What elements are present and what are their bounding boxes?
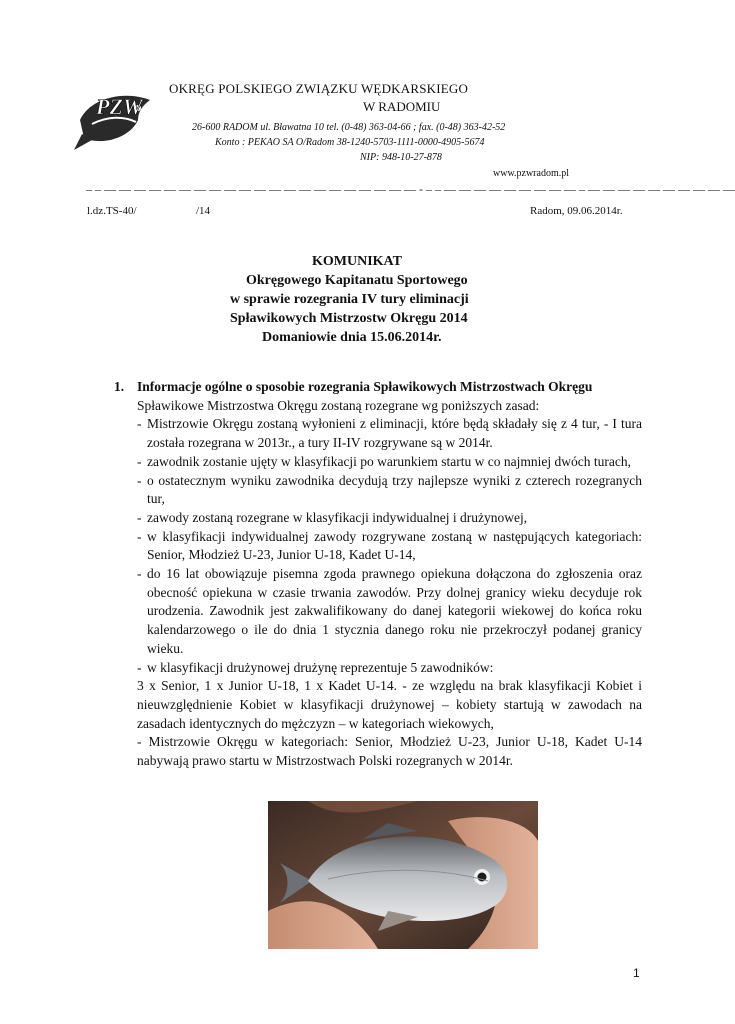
fish-photo bbox=[268, 801, 538, 949]
list-item: - do 16 lat obowiązuje pisemna zgoda prawnego opiekuna dołączona do zgłoszenia oraz obecność opiekuna w czasie trwania zawodów. Przy dolnej granicy wieku decyduje rok urodzenia. Zawodnik jest zakwalifikowany do danej kategorii wiekowej do końca roku kalendarzowego o ile do dnia 1 stycznia danego roku nie przekroczył podanej granicy wieku. bbox=[137, 566, 642, 656]
logo-text: PZW bbox=[96, 94, 143, 119]
document-date: Radom, 09.06.2014r. bbox=[530, 205, 623, 217]
org-address: 26-600 RADOM ul. Bławatna 10 tel. (0-48) 363-04-66 ; fax. (0-48) 363-42-52 bbox=[192, 122, 506, 133]
list-item: - w klasyfikacji drużynowej drużynę reprezentuje 5 zawodników: bbox=[137, 659, 494, 675]
section-intro: Spławikowe Mistrzostwa Okręgu zostaną rozegrane wg poniższych zasad: bbox=[137, 397, 540, 413]
title-line3: w sprawie rozegrania IV tury eliminacji bbox=[230, 292, 469, 307]
org-name-line2: W RADOMIU bbox=[363, 99, 441, 114]
reference-number: l.dz.TS-40/ bbox=[87, 205, 137, 217]
list-item: - o ostatecznym wyniku zawodnika decydują trzy najlepsze wyniki z czterech rozegranych tur, bbox=[137, 472, 642, 507]
nip-number: NIP: 948-10-27-878 bbox=[360, 152, 442, 163]
page-number: 1 bbox=[633, 966, 640, 980]
title-komunikat: KOMUNIKAT bbox=[312, 254, 402, 269]
list-item: - Mistrzowie Okręgu zostaną wyłonieni z eliminacji, które będą składały się z 4 tur, - I tura została rozegrana w 2013r., a tury II-IV rozgrywane są w 2014r. bbox=[137, 416, 642, 451]
bank-account: Konto : PEKAO SA O/Radom 38-1240-5703-1111-0000-4905-5674 bbox=[215, 137, 485, 148]
header-divider: – – — — — — — — — — –– — — — — — — — — — — — –– - – – — — — — — — — — — – — — — — — — — — — — bbox=[86, 182, 735, 196]
section-number: 1. bbox=[114, 379, 125, 394]
team-composition-text: 3 x Senior, 1 x Junior U-18, 1 x Kadet U-14. - ze względu na brak klasyfikacji Kobiet i nieuwzględnienie Kobiet w klasyfikacji drużynowej – kobiety startują w zawodach na zasadach identycznych do mężczyzn – w kategoriach wiekowych, bbox=[137, 678, 642, 731]
section-1-heading bbox=[114, 378, 642, 397]
section-heading-text: Informacje ogólne o sposobie rozegrania Spławikowych Mistrzostwach Okręgu bbox=[137, 379, 593, 394]
website-link[interactable]: www.pzwradom.pl bbox=[493, 168, 570, 179]
title-line2: Okręgowego Kapitanatu Sportowego bbox=[246, 273, 468, 288]
pzw-logo bbox=[72, 76, 158, 158]
reference-year: /14 bbox=[196, 205, 211, 217]
section-1 bbox=[114, 378, 642, 771]
list-item: - w klasyfikacji indywidualnej zawody rozgrywane zostaną w następujących kategoriach: Senior, Młodzież U-23, Junior U-18, Kadet U-14, bbox=[137, 528, 642, 563]
list-item: - zawody zostaną rozegrane w klasyfikacji indywidualnej i drużynowej, bbox=[137, 509, 528, 525]
title-line5: Domaniowie dnia 15.06.2014r. bbox=[262, 330, 442, 345]
org-name-line1: OKRĘG POLSKIEGO ZWIĄZKU WĘDKARSKIEGO bbox=[169, 81, 469, 96]
list-item: - zawodnik zostanie ujęty w klasyfikacji po warunkiem startu w co najmniej dwóch turach, bbox=[137, 453, 631, 469]
champions-note: - Mistrzowie Okręgu w kategoriach: Senior, Młodzież U-23, Junior U-18, Kadet U-14 nabywają prawo startu w Mistrzostwach Polski rozegranych w 2014r. bbox=[137, 734, 642, 769]
title-line4: Spławikowych Mistrzostw Okręgu 2014 bbox=[230, 311, 468, 326]
